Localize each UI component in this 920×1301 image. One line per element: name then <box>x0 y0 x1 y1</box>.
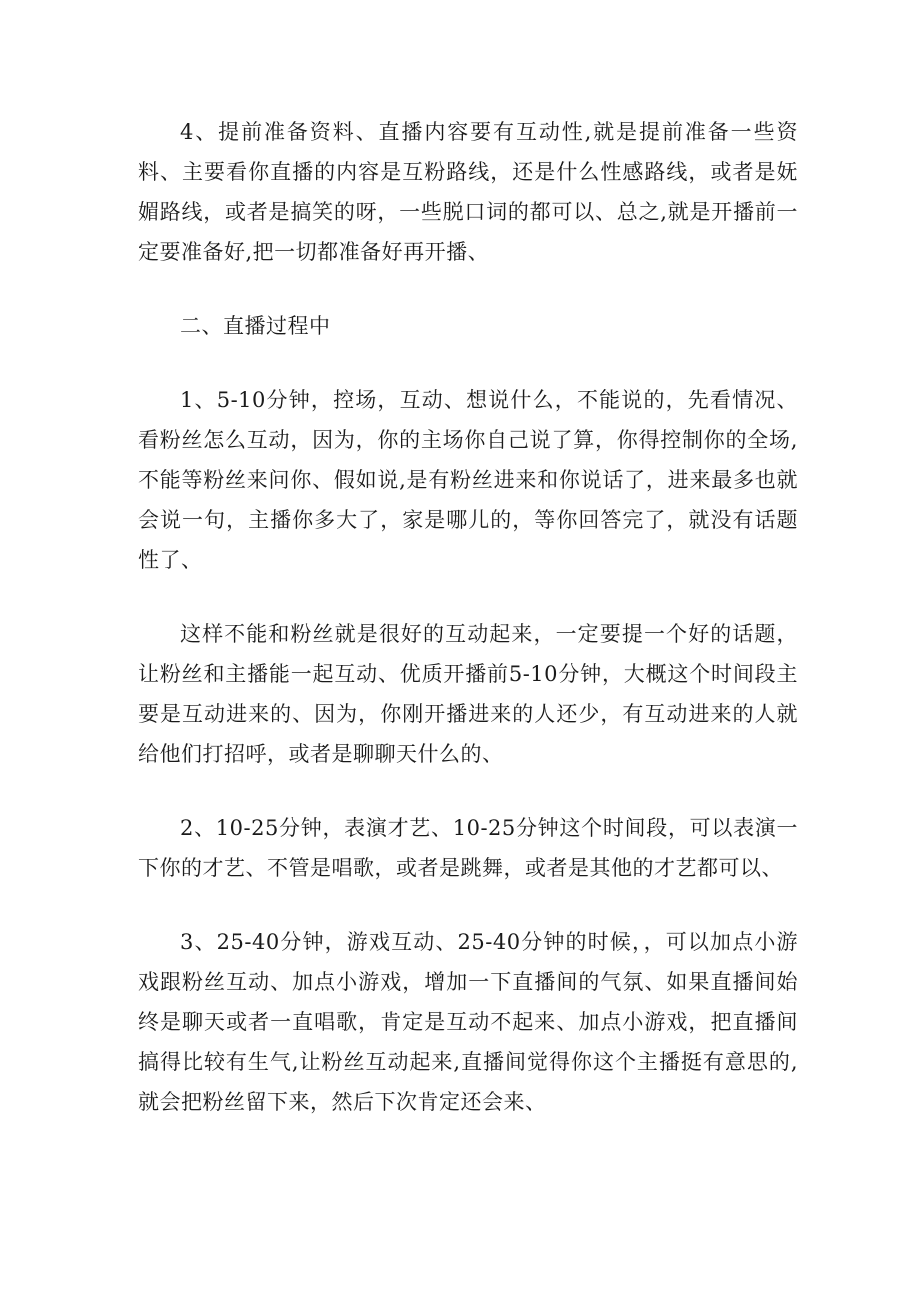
document-body <box>138 112 798 1156</box>
paragraph-talent-show: 2、10-25分钟，表演才艺、10-25分钟这个时间段，可以表演一下你的才艺、不管是唱歌，或者是跳舞，或者是其他的才艺都可以、 <box>138 816 798 880</box>
section-heading-live-process: 二、直播过程中 <box>180 314 331 338</box>
paragraph-interaction: 这样不能和粉丝就是很好的互动起来，一定要提一个好的话题，让粉丝和主播能一起互动、优质开播前5-10分钟，大概这个时间段主要是互动进来的、因为，你刚开播进来的人还少，有互动进来的人就给他们打招呼，或者是聊聊天什么的、 <box>138 622 798 766</box>
paragraph-game-interaction: 3、25-40分钟，游戏互动、25-40分钟的时候，，可以加点小游戏跟粉丝互动、加点小游戏，增加一下直播间的气氛、如果直播间始终是聊天或者一直唱歌，肯定是互动不起来、加点小游戏，把直播间搞得比较有生气,让粉丝互动起来,直播间觉得你这个主播挺有意思的,就会把粉丝留下来，然后下次肯定还会来、 <box>138 930 798 1114</box>
paragraph-first-minutes: 1、5-10分钟，控场，互动、想说什么，不能说的，先看情况、看粉丝怎么互动，因为，你的主场你自己说了算，你得控制你的全场,不能等粉丝来问你、假如说,是有粉丝进来和你说话了，进来最多也就会说一句，主播你多大了，家是哪儿的，等你回答完了，就没有话题性了、 <box>138 388 798 572</box>
paragraph-prepare-materials: 4、提前准备资料、直播内容要有互动性,就是提前准备一些资料、主要看你直播的内容是互粉路线，还是什么性感路线，或者是妩媚路线，或者是搞笑的呀，一些脱口词的都可以、总之,就是开播前一定要准备好,把一切都准备好再开播、 <box>138 120 798 264</box>
